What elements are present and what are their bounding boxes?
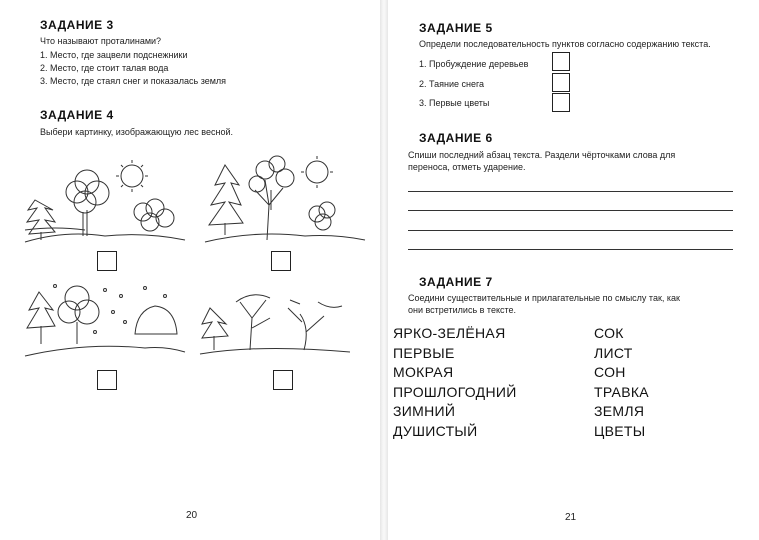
picture-spring-forest-1 [25,160,185,245]
adjective-item[interactable]: ПЕРВЫЕ [393,345,455,361]
task5-heading: ЗАДАНИЕ 5 [419,21,493,35]
task7-instruction-line-2: они встретились в тексте. [408,305,517,315]
page-number-right: 21 [565,512,577,523]
noun-item[interactable]: СОК [594,325,624,341]
order-box-2[interactable] [552,73,570,92]
task3-option-1: 1. Место, где зацвели подснежники [40,50,188,60]
writing-line-1[interactable] [408,191,733,192]
noun-item[interactable]: СОН [594,364,626,380]
task3-heading: ЗАДАНИЕ 3 [40,18,114,32]
writing-line-3[interactable] [408,230,733,231]
right-page [388,0,759,540]
adjective-item[interactable]: ДУШИСТЫЙ [393,423,478,439]
writing-line-4[interactable] [408,249,733,250]
task4-heading: ЗАДАНИЕ 4 [40,108,114,122]
task7-heading: ЗАДАНИЕ 7 [419,275,493,289]
task5-item-3: 3. Первые цветы [419,98,490,108]
order-box-1[interactable] [552,52,570,71]
task5-item-1: 1. Пробуждение деревьев [419,59,529,69]
noun-item[interactable]: ЗЕМЛЯ [594,403,645,419]
task5-instruction: Определи последовательность пунктов согласно содержанию текста. [419,39,711,49]
task7-instruction-line-1: Соедини существительные и прилагательные по смыслу так, как [408,293,680,303]
task6-instruction-line-2: переноса, отметь ударение. [408,162,526,172]
task3-option-3: 3. Место, где стаял снег и показалась земля [40,76,227,86]
answer-checkbox-picture-3[interactable] [97,370,117,390]
noun-item[interactable]: ЦВЕТЫ [594,423,646,439]
answer-checkbox-picture-4[interactable] [273,370,293,390]
adjective-item[interactable]: ЯРКО-ЗЕЛЁНАЯ [393,325,506,341]
picture-autumn-forest [200,288,350,358]
noun-item[interactable]: ЛИСТ [594,345,633,361]
writing-line-2[interactable] [408,210,733,211]
noun-item[interactable]: ТРАВКА [594,384,649,400]
adjective-item[interactable]: МОКРАЯ [393,364,454,380]
order-box-3[interactable] [552,93,570,112]
adjective-item[interactable]: ПРОШЛОГОДНИЙ [393,384,517,400]
task3-option-2: 2. Место, где стоит талая вода [40,63,169,73]
picture-winter-forest [25,282,185,362]
task6-heading: ЗАДАНИЕ 6 [419,131,493,145]
task5-item-2: 2. Таяние снега [419,79,485,89]
answer-checkbox-picture-2[interactable] [271,251,291,271]
picture-spring-forest-2 [205,150,365,245]
answer-checkbox-picture-1[interactable] [97,251,117,271]
task3-question: Что называют проталинами? [40,36,162,46]
adjective-item[interactable]: ЗИМНИЙ [393,403,456,419]
task6-instruction-line-1: Спиши последний абзац текста. Раздели чёрточками слова для [408,150,676,160]
page-number-left: 20 [186,510,198,521]
task4-instruction: Выбери картинку, изображающую лес весной. [40,127,233,137]
book-gutter [380,0,388,540]
